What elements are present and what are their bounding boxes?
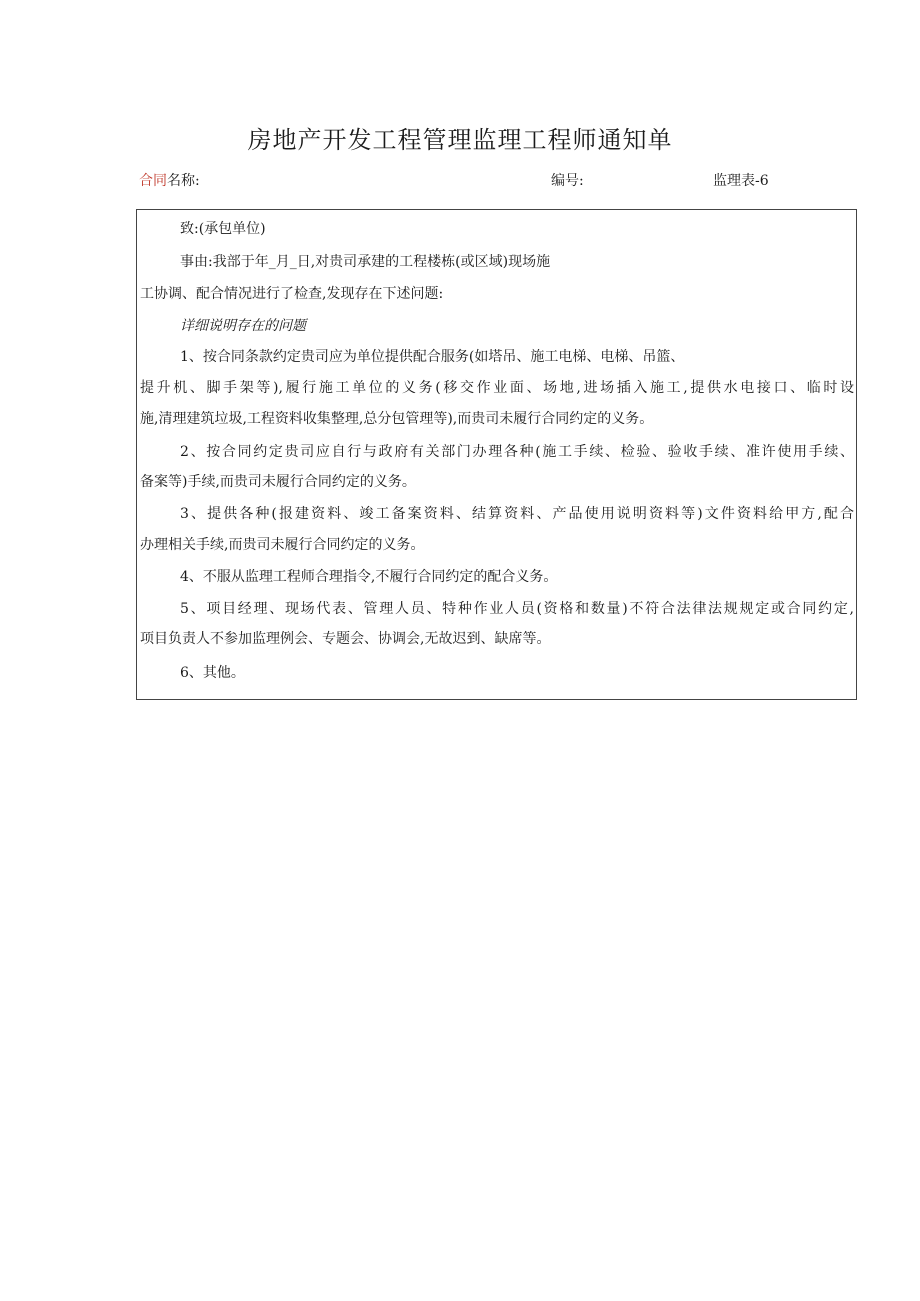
subject-line-2: 工协调、配合情况进行了检查,发现存在下述问题: <box>140 286 444 302</box>
contract-label-text: 名称: <box>167 173 200 189</box>
item-2-line-2: 备案等)手续,而贵司未履行合同约定的义务。 <box>140 474 416 490</box>
detail-heading: 详细说明存在的问题 <box>180 318 306 334</box>
item-2-line-1: 2、按合同约定贵司应自行与政府有关部门办理各种(施工手续、检验、验收手续、准许使用手续、 <box>180 444 854 460</box>
addressee-line: 致:(承包单位) <box>180 221 266 237</box>
item-5-line-2: 项目负责人不参加监理例会、专题会、协调会,无故迟到、缺席等。 <box>140 631 551 647</box>
notice-content-box <box>136 209 857 700</box>
subject-line-1: 事由:我部于年_月_日,对贵司承建的工程楼栋(或区域)现场施 <box>180 254 551 270</box>
page-title: 房地产开发工程管理监理工程师通知单 <box>247 126 673 154</box>
item-3-line-2: 办理相关手续,而贵司未履行合同约定的义务。 <box>140 537 425 553</box>
form-code: 监理表-6 <box>713 173 769 189</box>
item-1-line-3: 施,清理建筑垃圾,工程资料收集整理,总分包管理等),而贵司未履行合同约定的义务。 <box>140 411 654 427</box>
item-3-line-1: 3、提供各种(报建资料、竣工备案资料、结算资料、产品使用说明资料等)文件资料给甲方,配合 <box>180 506 854 522</box>
item-6-line-1: 6、其他。 <box>180 665 245 681</box>
item-1-line-1: 1、按合同条款约定贵司应为单位提供配合服务(如塔吊、施工电梯、电梯、吊篮、 <box>180 349 685 365</box>
item-5-line-1: 5、项目经理、现场代表、管理人员、特种作业人员(资格和数量)不符合法律法规规定或合同约定, <box>180 601 854 617</box>
item-1-line-2: 提升机、脚手架等),履行施工单位的义务(移交作业面、场地,进场插入施工,提供水电接口、临时设 <box>140 380 854 396</box>
number-label: 编号: <box>551 173 584 189</box>
contract-name-label <box>139 170 200 190</box>
contract-label-highlight: 合同 <box>139 173 167 189</box>
item-4-line-1: 4、不服从监理工程师合理指令,不履行合同约定的配合义务。 <box>180 569 558 585</box>
